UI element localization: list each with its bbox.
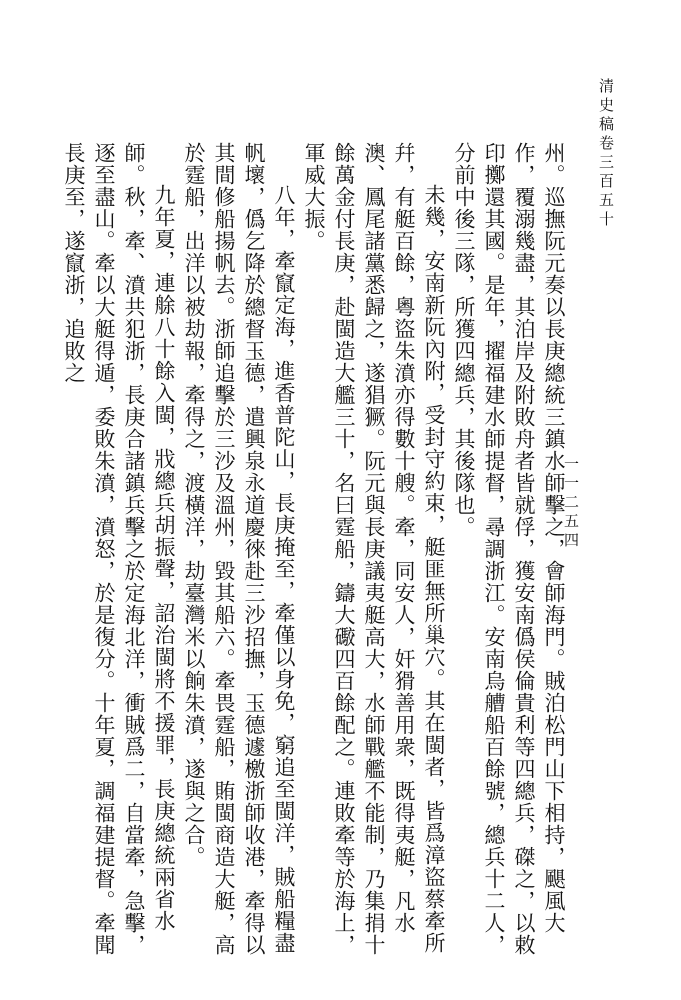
main-text-column xyxy=(62,142,569,962)
paragraph-2: 未幾，安南新阮內附，受封守約束，艇匪無所巢穴。其在閩者，皆爲漳盜蔡牽所幷，有艇百餘，粵盜朱濆亦得數十艘。牽，同安人，奸猾善用衆，既得夷艇，凡水澳、鳳尾諸黨悉歸之，遂猖獗。阮元與長庚議夷艇高大，水師戰艦不能制，乃集捐十餘萬金付長庚，赴閩造大艦三十，名曰霆船，鑄大礮四百餘配之。連敗牽等於海上，軍威大振。 xyxy=(302,142,446,956)
book-title: 清史稿卷三百五十 xyxy=(597,78,615,230)
paragraph-3: 八年，牽竄定海，進香普陀山，長庚掩至，牽僅以身免，窮追至閩洋，賊船糧盡帆壞，僞乞降於總督玉德，遣興泉永道慶徠赴三沙招撫，玉德遽檄浙師收港，牽得以其間修船揚帆去。浙師追擊於三沙及溫州，毀其船六。牽畏霆船，賄閩商造大艇，高於霆船，出洋以被劫報，牽得之，渡橫洋，劫臺灣米以餉朱濆，遂與之合。 xyxy=(182,142,296,956)
page-number: 一一二五四 xyxy=(562,456,580,551)
paragraph-1: 州。巡撫阮元奏以長庚總統三鎮水師擊之，會師海門。賊泊松門山下相持，颶風大作，覆溺幾盡，其泊岸及附敗舟者皆就俘，獲安南僞侯倫貴利等四總兵，磔之，以敕印擲還其國。是年，擢福建水師提督，尋調浙江。安南烏艚船百餘號，總兵十二人，分前中後三隊，所獲四總兵，其後隊也。 xyxy=(452,142,566,956)
paragraph-4: 九年夏，連艅八十餘入閩，戕總兵胡振聲，詔治閩將不援罪，長庚總統兩省水師。秋，牽、濆共犯浙，長庚合諸鎮兵擊之於定海北洋，衝賊爲二，自當牽，急擊，逐至盡山。牽以大艇得遁，委敗朱濆，濆怒，於是復分。十年夏，調福建提督。牽聞長庚至，遂竄浙，追敗之 xyxy=(62,142,176,956)
